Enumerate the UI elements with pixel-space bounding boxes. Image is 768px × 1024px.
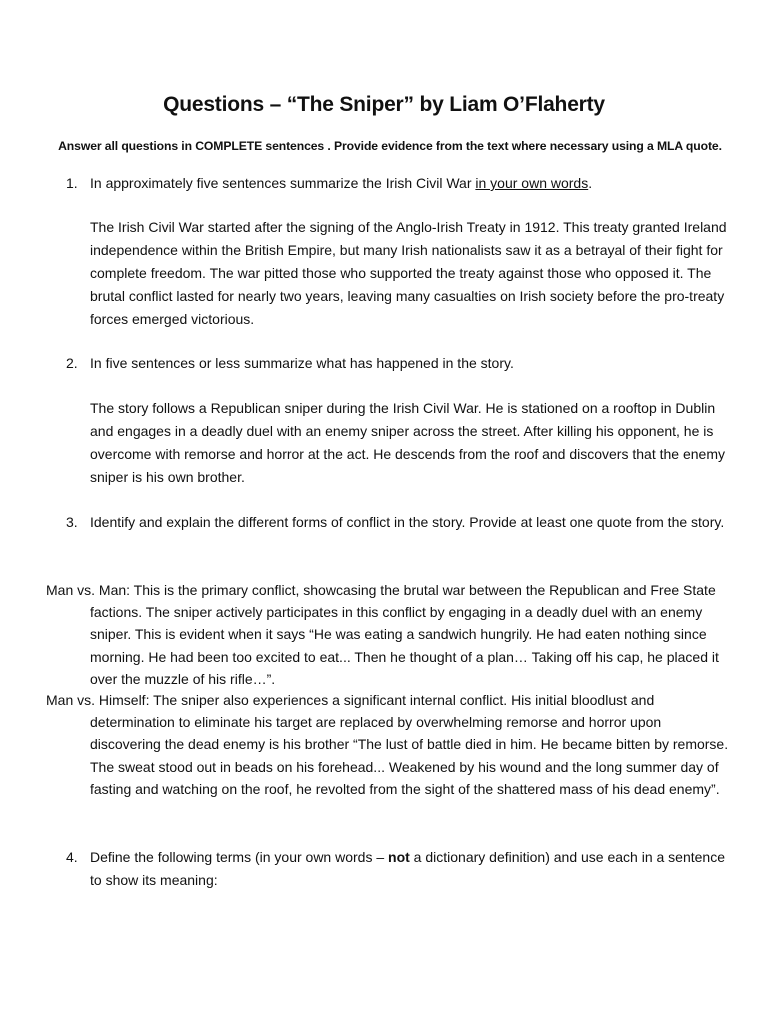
question-1 xyxy=(66,172,736,195)
instructions-text: Answer all questions in COMPLETE sentences . Provide evidence from the text where necessary using a MLA quote. xyxy=(58,139,722,153)
bold-word: not xyxy=(388,849,410,865)
question-text xyxy=(90,846,736,892)
question-number: 4. xyxy=(66,849,78,865)
question-text-part: a dictionary definition) and use each in a sentence to show its meaning: xyxy=(90,849,726,888)
question-number: 3. xyxy=(66,514,78,530)
question-2 xyxy=(66,352,736,375)
document-title: Questions – “The Sniper” by Liam O’Flaherty xyxy=(163,93,605,116)
answer-1: The Irish Civil War started after the signing of the Anglo-Irish Treaty in 1912. This treaty granted Ireland independence within the British Empire, but many Irish nationalists saw it as a betrayal of their fight for complete freedom. The war pitted those who supported the treaty against those who opposed it. The brutal conflict lasted for nearly two years, leaving many casualties on Irish society before the pro-treaty forces emerged victorious. xyxy=(90,219,727,327)
question-number: 1. xyxy=(66,175,78,191)
question-4 xyxy=(66,846,736,892)
conflict-man-vs-man: Man vs. Man: This is the primary conflict, showcasing the brutal war between the Republican and Free State factions. The sniper actively participates in this conflict by engaging in a deadly duel with an enemy sniper. This is evident when it says “He was eating a sandwich hungrily. He had eaten nothing since morning. He had been too excited to eat... Then he thought of a plan… Taking off his cap, he placed it over the muzzle of his rifle…”. xyxy=(46,582,719,687)
question-text: Identify and explain the different forms of conflict in the story. Provide at least one quote from the story. xyxy=(90,514,725,530)
conflict-man-vs-himself: Man vs. Himself: The sniper also experiences a significant internal conflict. His initial bloodlust and determination to eliminate his target are replaced by overwhelming remorse and horror upon discovering the dead enemy is his brother “The lust of battle died in him. He became bitten by remorse. The sweat stood out in beads on his forehead... Weakened by his wound and the long summer day of fasting and watching on the roof, he revolted from the sight of the shattered mass of his dead enemy”. xyxy=(46,692,729,797)
question-text xyxy=(90,172,736,195)
underlined-phrase: in your own words xyxy=(475,175,589,191)
question-number: 2. xyxy=(66,355,78,371)
question-text-part: Define the following terms (in your own words – xyxy=(90,849,389,865)
question-text: In five sentences or less summarize what has happened in the story. xyxy=(90,355,514,371)
question-text-part: In approximately five sentences summarize the Irish Civil War xyxy=(90,175,476,191)
answer-2: The story follows a Republican sniper during the Irish Civil War. He is stationed on a rooftop in Dublin and engages in a deadly duel with an enemy sniper across the street. After killing his opponent, he is overcome with remorse and horror at the act. He descends from the roof and discovers that the enemy sniper is his own brother. xyxy=(90,400,725,485)
question-3 xyxy=(66,511,736,534)
question-text-part: . xyxy=(588,175,593,191)
